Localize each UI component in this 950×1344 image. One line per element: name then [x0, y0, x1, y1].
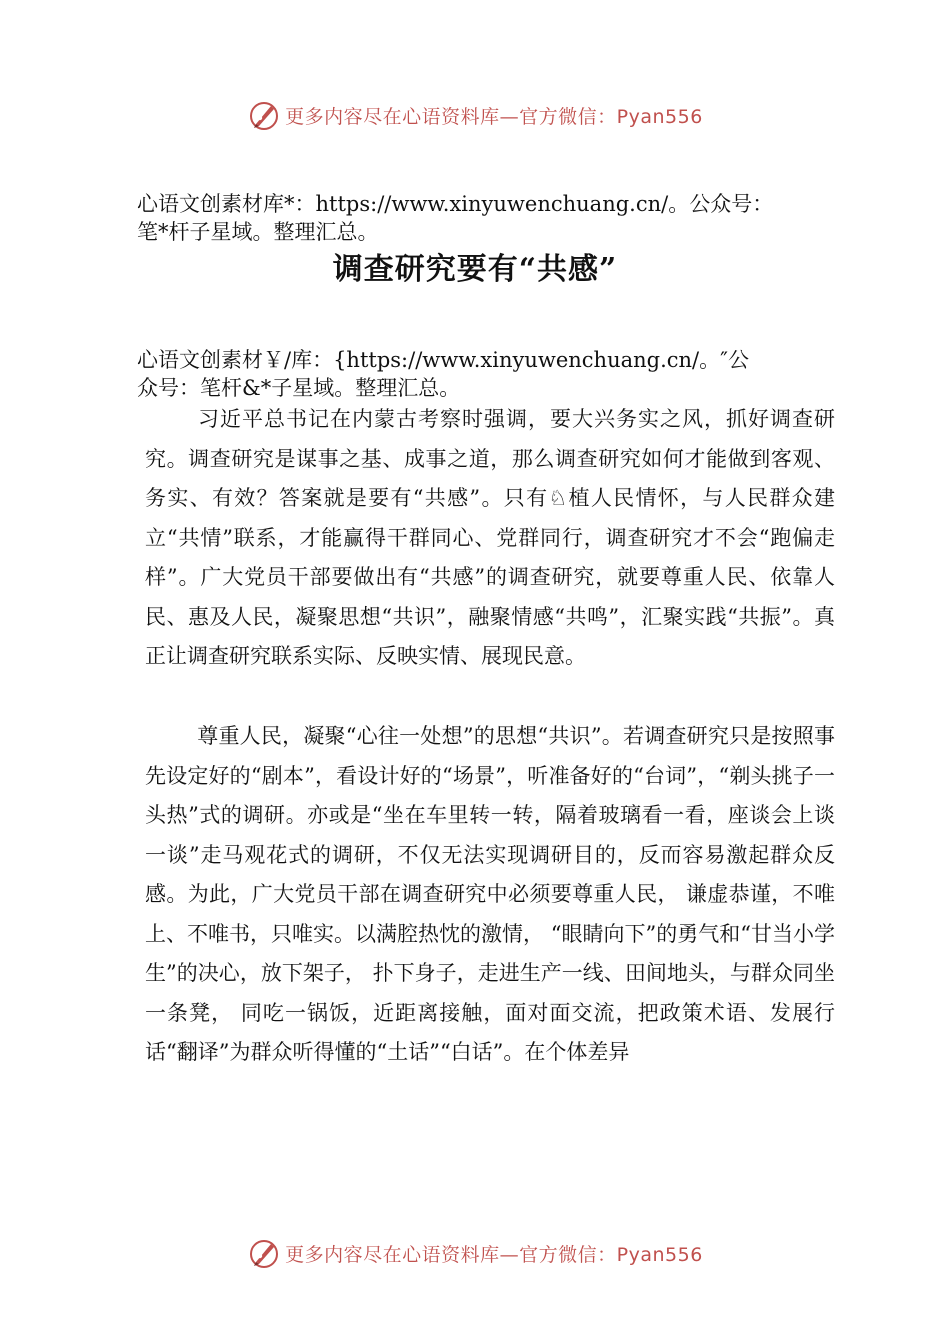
- wechat-id: Pyan556: [616, 105, 703, 128]
- source-note: 心语文创素材库*：https://www.xinyuwenchuang.cn/。公众号： 笔*杆子星域。整理汇总。: [137, 192, 774, 244]
- header-banner-text: 更多内容尽在心语资料库—官方微信：Pyan556: [285, 105, 703, 128]
- document-title: 调查研究要有“共感”: [332, 252, 618, 287]
- source-note-2: 心语文创素材￥/库：{https://www.xinyuwenchuang.cn/。″公 众号：笔杆&*子星域。整理汇总。: [137, 348, 749, 400]
- footer-banner-text: 更多内容尽在心语资料库—官方微信：Pyan556: [285, 1243, 703, 1266]
- wechat-id: Pyan556: [616, 1243, 703, 1266]
- body-paragraph-1: 习近平总书记在内蒙古考察时强调，要大兴务实之风，抓好调查研究。调查研究是谋事之基、成事之道，那么调查研究如何才能做到客观、务实、有效？答案就是要有“共感”。只有♘植人民情怀，与人民群众建立“共情”联系，才能赢得干群同心、党群同行，调查研究才不会“跑偏走样”。广大党员干部要做出有“共感”的调查研究，就要尊重人民、依靠人民、惠及人民，凝聚思想“共识”，融聚情感“共鸣”，汇聚实践“共振”。真正让调查研究联系实际、反映实情、展现民意。: [145, 407, 835, 668]
- pen-logo-icon: [247, 98, 281, 132]
- header-banner: [0, 95, 950, 135]
- body-paragraph-2: 尊重人民，凝聚“心往一处想”的思想“共识”。若调查研究只是按照事先设定好的“剧本”，看设计好的“场景”，听准备好的“台词”，“剃头挑子一头热”式的调研。亦或是“坐在车里转一转，隔着玻璃看一看，座谈会上谈一谈”走马观花式的调研，不仅无法实现调研目的，反而容易激起群众反感。为此，广大党员干部在调查研究中必须要尊重人民， 谦虚恭谨，不唯上、不唯书，只唯实。以满腔热忱的激情， “眼睛向下”的勇气和“甘当小学生”的决心，放下架子， 扑下身子，走进生产一线、田间地头，与群众同坐一条凳， 同吃一锅饭，近距离接触，面对面交流，把政策术语、发展行话“翻译”为群众听得懂的“土话”“白话”。在个体差异: [145, 724, 835, 1064]
- footer-banner: [0, 1233, 950, 1273]
- pen-logo-icon: [247, 1236, 281, 1270]
